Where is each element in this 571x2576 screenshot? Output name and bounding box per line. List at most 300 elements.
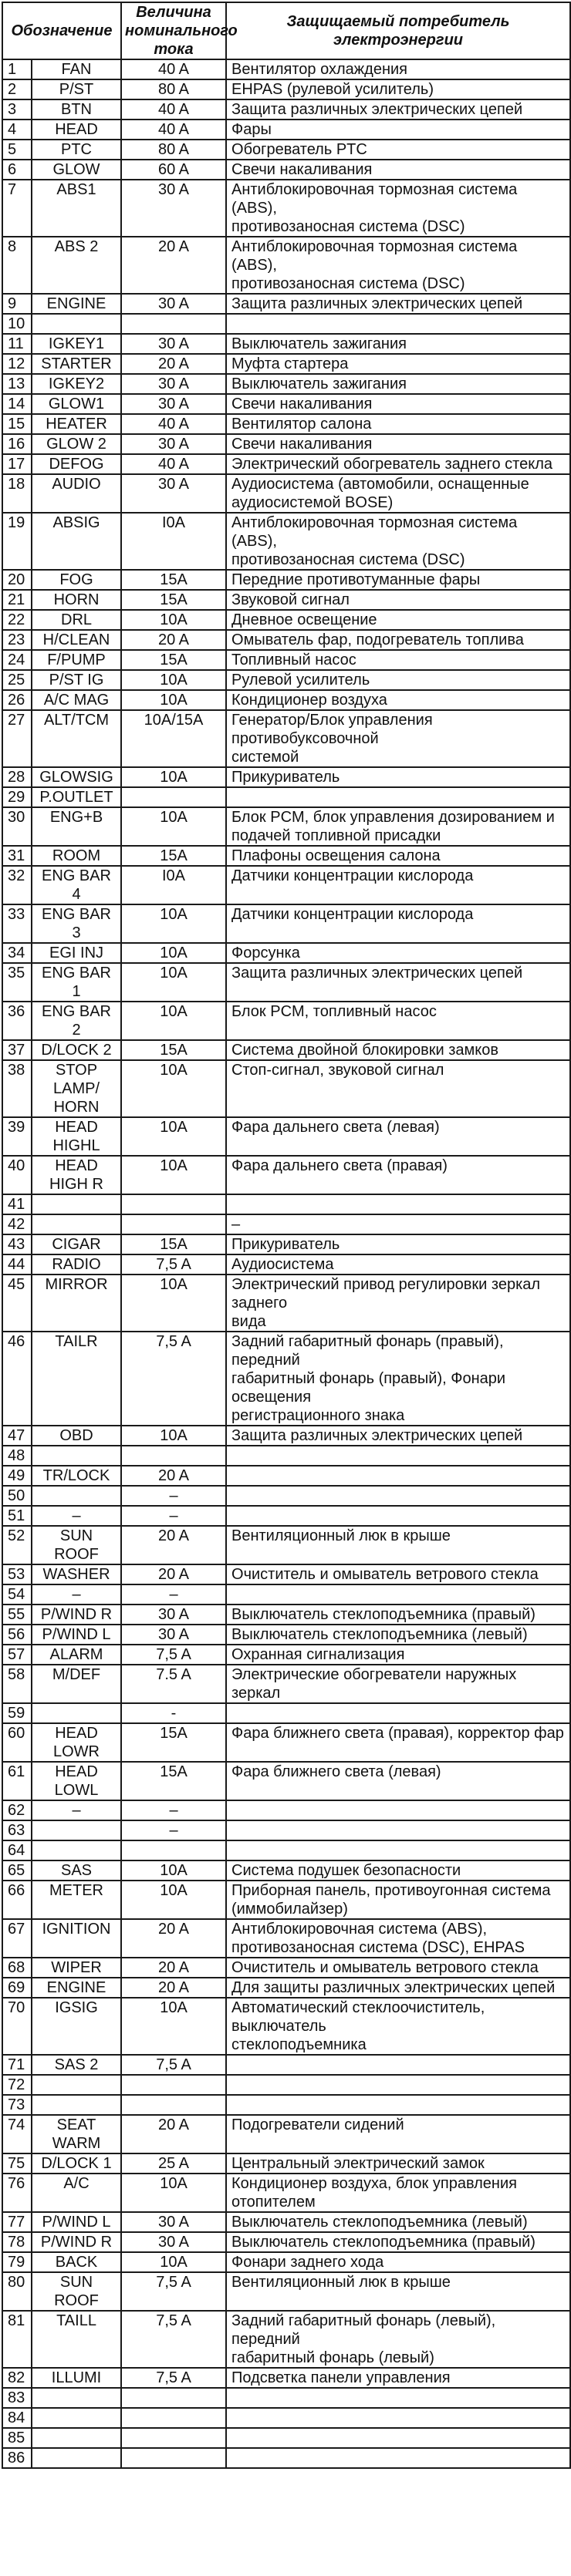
- fuse-number-cell: 29: [2, 787, 32, 807]
- fuse-rating-cell: 40 A: [121, 414, 226, 434]
- fuse-designation-cell: HEAD LOWR: [32, 1723, 121, 1762]
- fuse-designation-cell: H/CLEAN: [32, 630, 121, 650]
- fuse-number-cell: 2: [2, 79, 32, 99]
- fuse-rating-cell: 20 A: [121, 354, 226, 374]
- fuse-rating-cell: 15A: [121, 1723, 226, 1762]
- fuse-number-cell: 18: [2, 474, 32, 513]
- fuse-designation-cell: ENG BAR 4: [32, 866, 121, 904]
- fuse-rating-cell: 15A: [121, 846, 226, 866]
- fuse-number-cell: 81: [2, 2311, 32, 2368]
- fuse-consumer-cell: Выключатель стеклоподъемника (левый): [226, 2212, 570, 2232]
- fuse-number-cell: 23: [2, 630, 32, 650]
- fuse-designation-cell: PTC: [32, 140, 121, 160]
- fuse-consumer-cell: [226, 1584, 570, 1605]
- fuse-number-cell: 26: [2, 690, 32, 710]
- table-row: [2, 1820, 570, 1840]
- fuse-consumer-cell: [226, 314, 570, 334]
- fuse-number-cell: 6: [2, 160, 32, 180]
- fuse-designation-cell: HEAD HIGH R: [32, 1156, 121, 1194]
- table-row: [2, 1919, 570, 1958]
- fuse-number-cell: 8: [2, 237, 32, 294]
- fuse-number-cell: 65: [2, 1860, 32, 1881]
- fuse-consumer-cell: Выключатель зажигания: [226, 334, 570, 354]
- fuse-number-cell: 47: [2, 1426, 32, 1446]
- fuse-consumer-cell: Рулевой усилитель: [226, 670, 570, 690]
- fuse-rating-cell: 30 A: [121, 294, 226, 314]
- fuse-designation-cell: SEAT WARM: [32, 2115, 121, 2153]
- table-row: [2, 2252, 570, 2272]
- fuse-number-cell: 75: [2, 2153, 32, 2174]
- table-row: [2, 1117, 570, 1156]
- fuse-number-cell: 74: [2, 2115, 32, 2153]
- fuse-rating-cell: [121, 2095, 226, 2115]
- fuse-number-cell: 70: [2, 1998, 32, 2055]
- table-row: [2, 690, 570, 710]
- fuse-rating-cell: 10A: [121, 1156, 226, 1194]
- fuse-designation-cell: GLOW1: [32, 394, 121, 414]
- fuse-number-cell: 41: [2, 1194, 32, 1214]
- fuse-consumer-cell: [226, 2095, 570, 2115]
- fuse-rating-cell: 60 A: [121, 160, 226, 180]
- fuse-designation-cell: DEFOG: [32, 454, 121, 474]
- fuse-consumer-cell: Топливный насос: [226, 650, 570, 670]
- table-row: [2, 2408, 570, 2428]
- fuse-designation-cell: BTN: [32, 99, 121, 120]
- fuse-designation-cell: ROOM: [32, 846, 121, 866]
- fuse-number-cell: 61: [2, 1762, 32, 1800]
- table-row: [2, 1466, 570, 1486]
- fuse-number-cell: 37: [2, 1040, 32, 1060]
- fuse-rating-cell: 40 A: [121, 99, 226, 120]
- fuse-rating-cell: 10A: [121, 767, 226, 787]
- table-row: [2, 454, 570, 474]
- fuse-consumer-cell: Блок PCM, топливный насос: [226, 1002, 570, 1040]
- fuse-designation-cell: ENG BAR 1: [32, 963, 121, 1002]
- fuse-rating-cell: 30 A: [121, 394, 226, 414]
- fuse-number-cell: 22: [2, 610, 32, 630]
- fuse-rating-cell: 10A: [121, 2174, 226, 2212]
- fuse-designation-cell: D/LOCK 2: [32, 1040, 121, 1060]
- table-row: [2, 1040, 570, 1060]
- fuse-consumer-cell: Центральный электрический замок: [226, 2153, 570, 2174]
- fuse-rating-cell: -: [121, 1703, 226, 1723]
- fuse-designation-cell: ENGINE: [32, 294, 121, 314]
- fuse-number-cell: 69: [2, 1978, 32, 1998]
- fuse-number-cell: 12: [2, 354, 32, 374]
- fuse-consumer-cell: Система подушек безопасности: [226, 1860, 570, 1881]
- fuse-consumer-cell: Электрические обогреватели наружных зеркал: [226, 1665, 570, 1703]
- table-row: [2, 314, 570, 334]
- table-row: [2, 334, 570, 354]
- table-row: [2, 1881, 570, 1919]
- table-row: [2, 2095, 570, 2115]
- table-row: [2, 904, 570, 943]
- fuse-designation-cell: [32, 314, 121, 334]
- table-row: [2, 1526, 570, 1564]
- fuse-rating-cell: 15A: [121, 650, 226, 670]
- fuse-consumer-cell: Фара ближнего света (левая): [226, 1762, 570, 1800]
- fuse-consumer-cell: [226, 1840, 570, 1860]
- fuse-consumer-cell: Звуковой сигнал: [226, 590, 570, 610]
- fuse-number-cell: 28: [2, 767, 32, 787]
- fuse-number-cell: 86: [2, 2448, 32, 2468]
- fuse-designation-cell: P/WIND L: [32, 1625, 121, 1645]
- fuse-consumer-cell: Электрический привод регулировки зеркал заднего вида: [226, 1275, 570, 1332]
- fuse-consumer-cell: Задний габаритный фонарь (левый), передний габаритный фонарь (левый): [226, 2311, 570, 2368]
- fuse-rating-cell: 30 A: [121, 374, 226, 394]
- fuse-consumer-cell: Антиблокировочная тормозная система (ABS), противозаносная система (DSC): [226, 180, 570, 237]
- fuse-number-cell: 4: [2, 120, 32, 140]
- fuse-rating-cell: 10A: [121, 904, 226, 943]
- fuse-number-cell: 5: [2, 140, 32, 160]
- fuse-designation-cell: [32, 1703, 121, 1723]
- fuse-rating-cell: 80 A: [121, 79, 226, 99]
- fuse-consumer-cell: Дневное освещение: [226, 610, 570, 630]
- fuse-rating-cell: [121, 1446, 226, 1466]
- fuse-consumer-cell: Вентиляционный люк в крыше: [226, 1526, 570, 1564]
- fuse-consumer-cell: Вентилятор салона: [226, 414, 570, 434]
- fuse-consumer-cell: Антиблокировочная система (ABS), противозаносная система (DSC), EHPAS: [226, 1919, 570, 1958]
- fuse-number-cell: 16: [2, 434, 32, 454]
- fuse-number-cell: 68: [2, 1958, 32, 1978]
- fuse-designation-cell: [32, 1820, 121, 1840]
- fuse-number-cell: 71: [2, 2055, 32, 2075]
- fuse-rating-cell: 15A: [121, 1234, 226, 1254]
- table-row: [2, 963, 570, 1002]
- header-rating: Величина номинального тока: [121, 2, 226, 59]
- fuse-number-cell: 14: [2, 394, 32, 414]
- table-row: [2, 2153, 570, 2174]
- fuse-rating-cell: 10A: [121, 963, 226, 1002]
- fuse-designation-cell: [32, 1486, 121, 1506]
- fuse-number-cell: 39: [2, 1117, 32, 1156]
- fuse-consumer-cell: Свечи накаливания: [226, 394, 570, 414]
- fuse-rating-cell: [121, 1214, 226, 1234]
- fuse-consumer-cell: Фара дальнего света (правая): [226, 1156, 570, 1194]
- fuse-rating-cell: –: [121, 1486, 226, 1506]
- fuse-number-cell: 13: [2, 374, 32, 394]
- fuse-designation-cell: [32, 1194, 121, 1214]
- fuse-consumer-cell: [226, 787, 570, 807]
- fuse-rating-cell: 20 A: [121, 2115, 226, 2153]
- fuse-designation-cell: [32, 2428, 121, 2448]
- fuse-consumer-cell: Фара ближнего света (правая), корректор фар: [226, 1723, 570, 1762]
- fuse-consumer-cell: [226, 2075, 570, 2095]
- fuse-rating-cell: 10A: [121, 1426, 226, 1446]
- fuse-rating-cell: –: [121, 1800, 226, 1820]
- fuse-consumer-cell: Электрический обогреватель заднего стекла: [226, 454, 570, 474]
- fuse-designation-cell: P.OUTLET: [32, 787, 121, 807]
- fuse-number-cell: 73: [2, 2095, 32, 2115]
- fuse-designation-cell: ABSIG: [32, 513, 121, 570]
- table-row: [2, 943, 570, 963]
- fuse-number-cell: 34: [2, 943, 32, 963]
- fuse-consumer-cell: Очиститель и омыватель ветрового стекла: [226, 1958, 570, 1978]
- fuse-rating-cell: 15A: [121, 1762, 226, 1800]
- fuse-rating-cell: 20 A: [121, 1466, 226, 1486]
- fuse-number-cell: 63: [2, 1820, 32, 1840]
- fuse-rating-cell: 20 A: [121, 1958, 226, 1978]
- fuse-number-cell: 67: [2, 1919, 32, 1958]
- header-consumer: Защищаемый потребитель электроэнергии: [226, 2, 570, 59]
- fuse-table: [2, 2, 571, 2469]
- fuse-consumer-cell: Система двойной блокировки замков: [226, 1040, 570, 1060]
- fuse-number-cell: 46: [2, 1332, 32, 1426]
- fuse-number-cell: 27: [2, 710, 32, 767]
- table-row: [2, 1564, 570, 1584]
- fuse-number-cell: 15: [2, 414, 32, 434]
- fuse-rating-cell: 7,5 A: [121, 1254, 226, 1275]
- table-row: [2, 2115, 570, 2153]
- fuse-rating-cell: 25 A: [121, 2153, 226, 2174]
- fuse-number-cell: 3: [2, 99, 32, 120]
- fuse-number-cell: 50: [2, 1486, 32, 1506]
- fuse-consumer-cell: Форсунка: [226, 943, 570, 963]
- fuse-designation-cell: GLOW 2: [32, 434, 121, 454]
- fuse-designation-cell: AUDIO: [32, 474, 121, 513]
- fuse-number-cell: 55: [2, 1605, 32, 1625]
- fuse-number-cell: 25: [2, 670, 32, 690]
- table-row: [2, 1645, 570, 1665]
- fuse-rating-cell: 15A: [121, 570, 226, 590]
- fuse-rating-cell: 15A: [121, 1040, 226, 1060]
- fuse-number-cell: 80: [2, 2272, 32, 2311]
- fuse-consumer-cell: Аудиосистема: [226, 1254, 570, 1275]
- fuse-rating-cell: 10A/15A: [121, 710, 226, 767]
- table-row: [2, 767, 570, 787]
- fuse-designation-cell: RADIO: [32, 1254, 121, 1275]
- table-row: [2, 630, 570, 650]
- fuse-number-cell: 48: [2, 1446, 32, 1466]
- fuse-consumer-cell: Защита различных электрических цепей: [226, 99, 570, 120]
- table-row: [2, 1703, 570, 1723]
- fuse-designation-cell: A/C MAG: [32, 690, 121, 710]
- fuse-consumer-cell: Аудиосистема (автомобили, оснащенные аудиосистемой BOSE): [226, 474, 570, 513]
- table-row: [2, 394, 570, 414]
- table-row: [2, 1486, 570, 1506]
- fuse-number-cell: 10: [2, 314, 32, 334]
- table-row: [2, 1426, 570, 1446]
- table-row: [2, 1214, 570, 1234]
- fuse-designation-cell: A/C: [32, 2174, 121, 2212]
- fuse-consumer-cell: Вентиляционный люк в крыше: [226, 2272, 570, 2311]
- header-designation: Обозначение: [2, 2, 121, 59]
- fuse-rating-cell: 20 A: [121, 1919, 226, 1958]
- fuse-rating-cell: 7,5 A: [121, 2055, 226, 2075]
- fuse-consumer-cell: [226, 1820, 570, 1840]
- fuse-consumer-cell: Обогреватель PTC: [226, 140, 570, 160]
- fuse-rating-cell: 10A: [121, 1860, 226, 1881]
- fuse-consumer-cell: Передние противотуманные фары: [226, 570, 570, 590]
- fuse-number-cell: 49: [2, 1466, 32, 1486]
- table-row: [2, 2232, 570, 2252]
- fuse-number-cell: 57: [2, 1645, 32, 1665]
- fuse-number-cell: 64: [2, 1840, 32, 1860]
- fuse-rating-cell: 10A: [121, 807, 226, 846]
- fuse-number-cell: 17: [2, 454, 32, 474]
- fuse-consumer-cell: Защита различных электрических цепей: [226, 963, 570, 1002]
- fuse-rating-cell: 30 A: [121, 474, 226, 513]
- fuse-rating-cell: 20 A: [121, 630, 226, 650]
- table-row: [2, 2272, 570, 2311]
- fuse-consumer-cell: Кондиционер воздуха, блок управления отопителем: [226, 2174, 570, 2212]
- table-row: [2, 670, 570, 690]
- fuse-consumer-cell: Кондиционер воздуха: [226, 690, 570, 710]
- fuse-designation-cell: STOP LAMP/ HORN: [32, 1060, 121, 1117]
- fuse-number-cell: 53: [2, 1564, 32, 1584]
- table-row: [2, 2212, 570, 2232]
- fuse-designation-cell: HEAD: [32, 120, 121, 140]
- fuse-rating-cell: [121, 2075, 226, 2095]
- fuse-consumer-cell: Автоматический стеклоочиститель, выключатель стеклоподъемника: [226, 1998, 570, 2055]
- table-row: [2, 160, 570, 180]
- fuse-designation-cell: GLOWSIG: [32, 767, 121, 787]
- fuse-rating-cell: 10A: [121, 2252, 226, 2272]
- fuse-rating-cell: 80 A: [121, 140, 226, 160]
- fuse-designation-cell: STARTER: [32, 354, 121, 374]
- fuse-consumer-cell: Муфта стартера: [226, 354, 570, 374]
- fuse-number-cell: 21: [2, 590, 32, 610]
- fuse-number-cell: 11: [2, 334, 32, 354]
- fuse-number-cell: 78: [2, 2232, 32, 2252]
- fuse-consumer-cell: Выключатель стеклоподъемника (правый): [226, 2232, 570, 2252]
- table-row: [2, 1665, 570, 1703]
- fuse-number-cell: 84: [2, 2408, 32, 2428]
- table-row: [2, 354, 570, 374]
- fuse-consumer-cell: Вентилятор охлаждения: [226, 59, 570, 79]
- fuse-rating-cell: [121, 1840, 226, 1860]
- fuse-number-cell: 35: [2, 963, 32, 1002]
- fuse-rating-cell: 10A: [121, 1881, 226, 1919]
- fuse-number-cell: 43: [2, 1234, 32, 1254]
- fuse-consumer-cell: Подсветка панели управления: [226, 2368, 570, 2388]
- fuse-rating-cell: [121, 2428, 226, 2448]
- fuse-designation-cell: [32, 1446, 121, 1466]
- table-row: [2, 434, 570, 454]
- fuse-designation-cell: P/WIND R: [32, 2232, 121, 2252]
- fuse-number-cell: 40: [2, 1156, 32, 1194]
- fuse-consumer-cell: Стоп-сигнал, звуковой сигнал: [226, 1060, 570, 1117]
- fuse-consumer-cell: Свечи накаливания: [226, 434, 570, 454]
- fuse-consumer-cell: Блок PCM, блок управления дозированием и подачей топливной присадки: [226, 807, 570, 846]
- fuse-designation-cell: P/ST IG: [32, 670, 121, 690]
- table-row: [2, 1194, 570, 1214]
- fuse-consumer-cell: EHPAS (рулевой усилитель): [226, 79, 570, 99]
- table-row: [2, 180, 570, 237]
- fuse-number-cell: 76: [2, 2174, 32, 2212]
- fuse-consumer-cell: Прикуриватель: [226, 767, 570, 787]
- fuse-designation-cell: MIRROR: [32, 1275, 121, 1332]
- table-header: [2, 2, 570, 59]
- fuse-number-cell: 31: [2, 846, 32, 866]
- table-row: [2, 1800, 570, 1820]
- fuse-designation-cell: TR/LOCK: [32, 1466, 121, 1486]
- fuse-consumer-cell: Генератор/Блок управления противобуксовочной системой: [226, 710, 570, 767]
- fuse-designation-cell: WASHER: [32, 1564, 121, 1584]
- fuse-designation-cell: WIPER: [32, 1958, 121, 1978]
- fuse-rating-cell: 7,5 A: [121, 2272, 226, 2311]
- fuse-number-cell: 9: [2, 294, 32, 314]
- fuse-consumer-cell: Задний габаритный фонарь (правый), передний габаритный фонарь (правый), Фонари освещения регистрационного знака: [226, 1332, 570, 1426]
- table-row: [2, 1234, 570, 1254]
- fuse-rating-cell: 30 A: [121, 434, 226, 454]
- fuse-consumer-cell: Фары: [226, 120, 570, 140]
- fuse-number-cell: 72: [2, 2075, 32, 2095]
- fuse-designation-cell: P/WIND L: [32, 2212, 121, 2232]
- table-row: [2, 513, 570, 570]
- table-row: [2, 1625, 570, 1645]
- fuse-rating-cell: 10A: [121, 1060, 226, 1117]
- fuse-designation-cell: [32, 1214, 121, 1234]
- fuse-rating-cell: 10A: [121, 1002, 226, 1040]
- table-row: [2, 2311, 570, 2368]
- fuse-number-cell: 30: [2, 807, 32, 846]
- fuse-number-cell: 19: [2, 513, 32, 570]
- fuse-number-cell: 36: [2, 1002, 32, 1040]
- fuse-designation-cell: CIGAR: [32, 1234, 121, 1254]
- fuse-number-cell: 58: [2, 1665, 32, 1703]
- fuse-designation-cell: HEATER: [32, 414, 121, 434]
- fuse-rating-cell: 40 A: [121, 120, 226, 140]
- fuse-designation-cell: HORN: [32, 590, 121, 610]
- fuse-number-cell: 38: [2, 1060, 32, 1117]
- fuse-designation-cell: [32, 2075, 121, 2095]
- fuse-designation-cell: ABS1: [32, 180, 121, 237]
- fuse-rating-cell: I0A: [121, 513, 226, 570]
- fuse-consumer-cell: Для защиты различных электрических цепей: [226, 1978, 570, 1998]
- table-row: [2, 140, 570, 160]
- fuse-number-cell: 52: [2, 1526, 32, 1564]
- fuse-number-cell: 82: [2, 2368, 32, 2388]
- fuse-consumer-cell: [226, 2448, 570, 2468]
- fuse-designation-cell: [32, 2448, 121, 2468]
- table-row: [2, 1156, 570, 1194]
- fuse-designation-cell: IGKEY2: [32, 374, 121, 394]
- fuse-rating-cell: 10A: [121, 943, 226, 963]
- table-row: [2, 1584, 570, 1605]
- fuse-designation-cell: ENG BAR 3: [32, 904, 121, 943]
- table-row: [2, 1723, 570, 1762]
- fuse-designation-cell: GLOW: [32, 160, 121, 180]
- fuse-consumer-cell: Антиблокировочная тормозная система (ABS), противозаносная система (DSC): [226, 513, 570, 570]
- fuse-rating-cell: 7.5 A: [121, 1665, 226, 1703]
- table-row: [2, 374, 570, 394]
- fuse-designation-cell: ALT/TCM: [32, 710, 121, 767]
- fuse-consumer-cell: [226, 1194, 570, 1214]
- fuse-designation-cell: –: [32, 1506, 121, 1526]
- fuse-designation-cell: F/PUMP: [32, 650, 121, 670]
- fuse-consumer-cell: Датчики концентрации кислорода: [226, 866, 570, 904]
- fuse-designation-cell: TAILR: [32, 1332, 121, 1426]
- table-row: [2, 2388, 570, 2408]
- table-row: [2, 650, 570, 670]
- fuse-rating-cell: 20 A: [121, 1526, 226, 1564]
- fuse-number-cell: 7: [2, 180, 32, 237]
- table-row: [2, 846, 570, 866]
- fuse-number-cell: 83: [2, 2388, 32, 2408]
- fuse-rating-cell: 30 A: [121, 1605, 226, 1625]
- fuse-rating-cell: 30 A: [121, 2212, 226, 2232]
- fuse-rating-cell: 20 A: [121, 237, 226, 294]
- fuse-designation-cell: HEAD LOWL: [32, 1762, 121, 1800]
- table-row: [2, 2055, 570, 2075]
- fuse-consumer-cell: [226, 1486, 570, 1506]
- table-row: [2, 1446, 570, 1466]
- fuse-designation-cell: P/WIND R: [32, 1605, 121, 1625]
- fuse-designation-cell: ALARM: [32, 1645, 121, 1665]
- fuse-consumer-cell: Выключатель стеклоподъемника (правый): [226, 1605, 570, 1625]
- fuse-rating-cell: 30 A: [121, 334, 226, 354]
